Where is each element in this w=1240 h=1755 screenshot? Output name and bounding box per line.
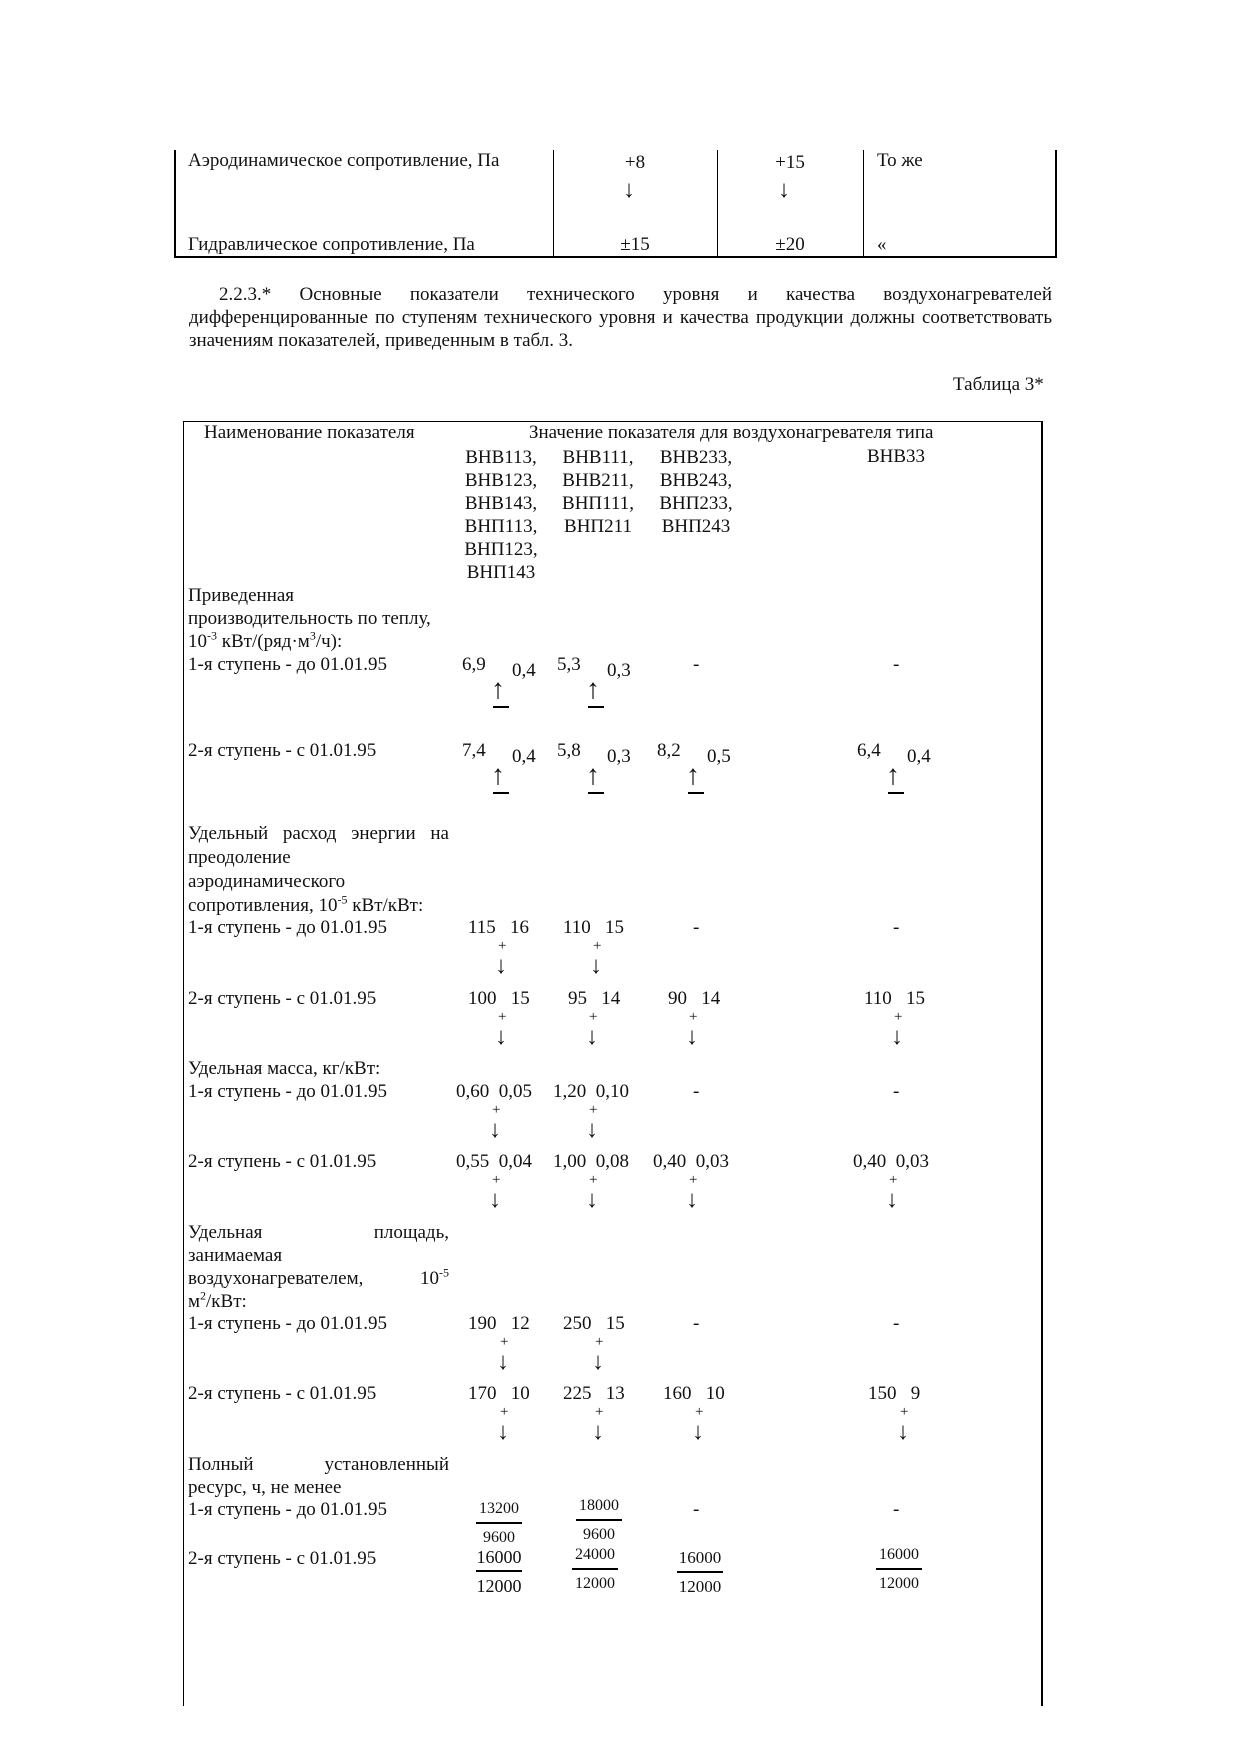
value-dash: - [693,1313,700,1334]
arrow-up-icon: ↑ [586,760,600,791]
arrow-down-icon: ↓ [495,1024,507,1050]
value-dash: - [693,1499,700,1520]
arrow-down-icon: ↓ [692,1419,704,1445]
value-nominal: 150 9 [868,1383,921,1404]
fraction-value: 16000 12000 [678,1548,722,1596]
stage-1-label: 1-я ступень - до 01.01.95 [188,1499,387,1520]
value-dash: - [693,917,700,938]
arrow-up-icon: ↑ [586,674,600,705]
fraction-value: 13200 9600 [464,1497,534,1550]
arrow-down-icon: ↓ [497,1419,509,1445]
section-mass-title: Удельная масса, кг/кВт: [188,1058,381,1079]
value-dash: - [893,1081,900,1102]
plus-sign: + [894,1009,903,1025]
aero-resistance-label: Аэродинамическое сопротивление, Па [188,150,500,171]
plus-sign: + [498,938,507,954]
value-dash: - [893,1313,900,1334]
value-nominal: 190 12 [468,1313,530,1334]
arrow-down-icon: ↓ [586,1024,598,1050]
arrow-down-icon: ↓ [891,1024,903,1050]
arrow-up-icon: ↑ [491,674,505,705]
arrow-down-icon: ↓ [586,1117,598,1143]
value-tolerance: 0,4 [907,746,931,767]
fraction-value: 16000 12000 [864,1543,934,1596]
plus-sign: + [900,1404,909,1420]
value-nominal: 0,60 0,05 [456,1081,532,1102]
arrow-down-icon: ↓ [897,1419,909,1445]
value-main: 7,4 [462,740,486,761]
value-main: 5,8 [557,740,581,761]
value-nominal: 100 15 [468,988,530,1009]
plus-sign: + [500,1404,509,1420]
section-heat-performance-title: Приведенная производительность по теплу, $10^{-3}$ кВт/$(ряд\cdot м^3/ч)$: [188,585,431,652]
arrow-down-icon: ↓ [686,1024,698,1050]
header-value: Значение показателя для воздухонагревателя типа [529,422,934,443]
arrow-down-icon: ↓ [886,1187,898,1213]
value-main: 8,2 [657,740,681,761]
arrow-down-icon: ↓ [686,1187,698,1213]
arrow-down-icon: ↓ [489,1117,501,1143]
value-main: 6,9 [462,654,486,675]
plus-sign: + [500,1334,509,1350]
fraction-value: 24000 12000 [560,1543,630,1596]
arrow-up-icon: ↑ [491,760,505,791]
value-nominal: 0,40 0,03 [653,1151,729,1172]
paragraph-text: 2.2.3.* Основные показатели технического уровня и качества воздухонагревателей дифференцированные по ступеням технического уровня и качества продукции должны соответствовать значениям показателей, приведенным в табл. 3. [189,284,1052,351]
stage-1-label: 1-я ступень - до 01.01.95 [188,654,387,675]
arrow-down-icon: ↓ [592,1419,604,1445]
stage-2-label: 2-я ступень - с 01.01.95 [188,1151,377,1172]
value-main: 6,4 [857,740,881,761]
fraction-value: 18000 9600 [564,1494,634,1547]
plus-sign: + [492,1172,501,1188]
value-dash: - [693,654,700,675]
value-dash: - [893,1499,900,1520]
stage-1-label: 1-я ступень - до 01.01.95 [188,917,387,938]
aero-value-2: +15 [775,152,805,173]
value-nominal: 1,00 0,08 [553,1151,629,1172]
arrow-down-icon: ↓ [497,1349,509,1375]
header-name: Наименование показателя [204,422,415,443]
value-tolerance: 0,3 [607,746,631,767]
value-tolerance: 0,5 [707,746,731,767]
value-dash: - [693,1081,700,1102]
section-resource-title: Полный установленный ресурс, ч, не менее [188,1454,449,1498]
arrow-down-icon: ↓ [586,1187,598,1213]
stage-2-label: 2-я ступень - с 01.01.95 [188,988,377,1009]
type-column-2: ВНВ111, ВНВ211, ВНП111, ВНП211 [562,447,634,537]
plus-sign: + [498,1009,507,1025]
paragraph [189,283,1052,352]
aero-value-1: +8 [624,152,646,173]
arrow-down-icon: ↓ [778,177,790,203]
hydro-note: « [877,234,887,255]
arrow-down-icon: ↓ [495,953,507,979]
hydro-value-1: ±15 [620,234,650,255]
value-nominal: 110 15 [563,917,625,938]
plus-sign: + [589,1102,598,1118]
value-nominal: 170 10 [468,1383,530,1404]
arrow-up-icon: ↑ [686,760,700,791]
plus-sign: + [589,1172,598,1188]
value-nominal: 0,55 0,04 [456,1151,532,1172]
hydro-value-2: ±20 [775,234,805,255]
stage-1-label: 1-я ступень - до 01.01.95 [188,1081,387,1102]
section-energy-title: Удельный расход энергии на преодоление аэродинамического сопротивления, $10^{-5}$ кВт/кВт: [188,823,449,916]
stage-2-label: 2-я ступень - с 01.01.95 [188,1383,377,1404]
value-main: 5,3 [557,654,581,675]
arrow-up-icon: ↑ [886,760,900,791]
plus-sign: + [689,1009,698,1025]
type-column-1: ВНВ113, ВНВ123, ВНВ143, ВНП113, ВНП123, ВНП143 [464,447,538,583]
value-tolerance: 0,4 [512,660,536,681]
arrow-down-icon: ↓ [623,177,635,203]
plus-sign: + [889,1172,898,1188]
section-area-title: Удельная площадь, занимаемая воздухонагревателем, $10^{-5}$ $м^2$/кВт: [188,1222,449,1312]
plus-sign: + [595,1404,604,1420]
stage-2-label: 2-я ступень - с 01.01.95 [188,740,377,761]
plus-sign: + [492,1102,501,1118]
aero-note: То же [877,150,923,171]
value-dash: - [893,917,900,938]
stage-1-label: 1-я ступень - до 01.01.95 [188,1313,387,1334]
value-tolerance: 0,3 [607,660,631,681]
value-tolerance: 0,4 [512,746,536,767]
value-nominal: 1,20 0,10 [553,1081,629,1102]
value-nominal: 0,40 0,03 [853,1151,929,1172]
fraction-value: 16000 12000 [476,1547,522,1596]
type-column-4: ВНВ33 [866,446,926,467]
plus-sign: + [595,1334,604,1350]
value-nominal: 160 10 [663,1383,725,1404]
value-nominal: 95 14 [568,988,621,1009]
value-nominal: 250 15 [563,1313,625,1334]
plus-sign: + [689,1172,698,1188]
value-nominal: 110 15 [864,988,926,1009]
plus-sign: + [593,938,602,954]
stage-2-label: 2-я ступень - с 01.01.95 [188,1548,377,1569]
type-column-3: ВНВ233, ВНВ243, ВНП233, ВНП243 [659,447,733,537]
value-nominal: 90 14 [668,988,721,1009]
plus-sign: + [589,1009,598,1025]
arrow-down-icon: ↓ [489,1187,501,1213]
arrow-down-icon: ↓ [590,953,602,979]
value-dash: - [893,654,900,675]
hydro-resistance-label: Гидравлическое сопротивление, Па [188,234,475,255]
table-caption: Таблица 3* [953,374,1044,395]
arrow-down-icon: ↓ [592,1349,604,1375]
value-nominal: 225 13 [563,1383,625,1404]
plus-sign: + [695,1404,704,1420]
value-nominal: 115 16 [468,917,530,938]
